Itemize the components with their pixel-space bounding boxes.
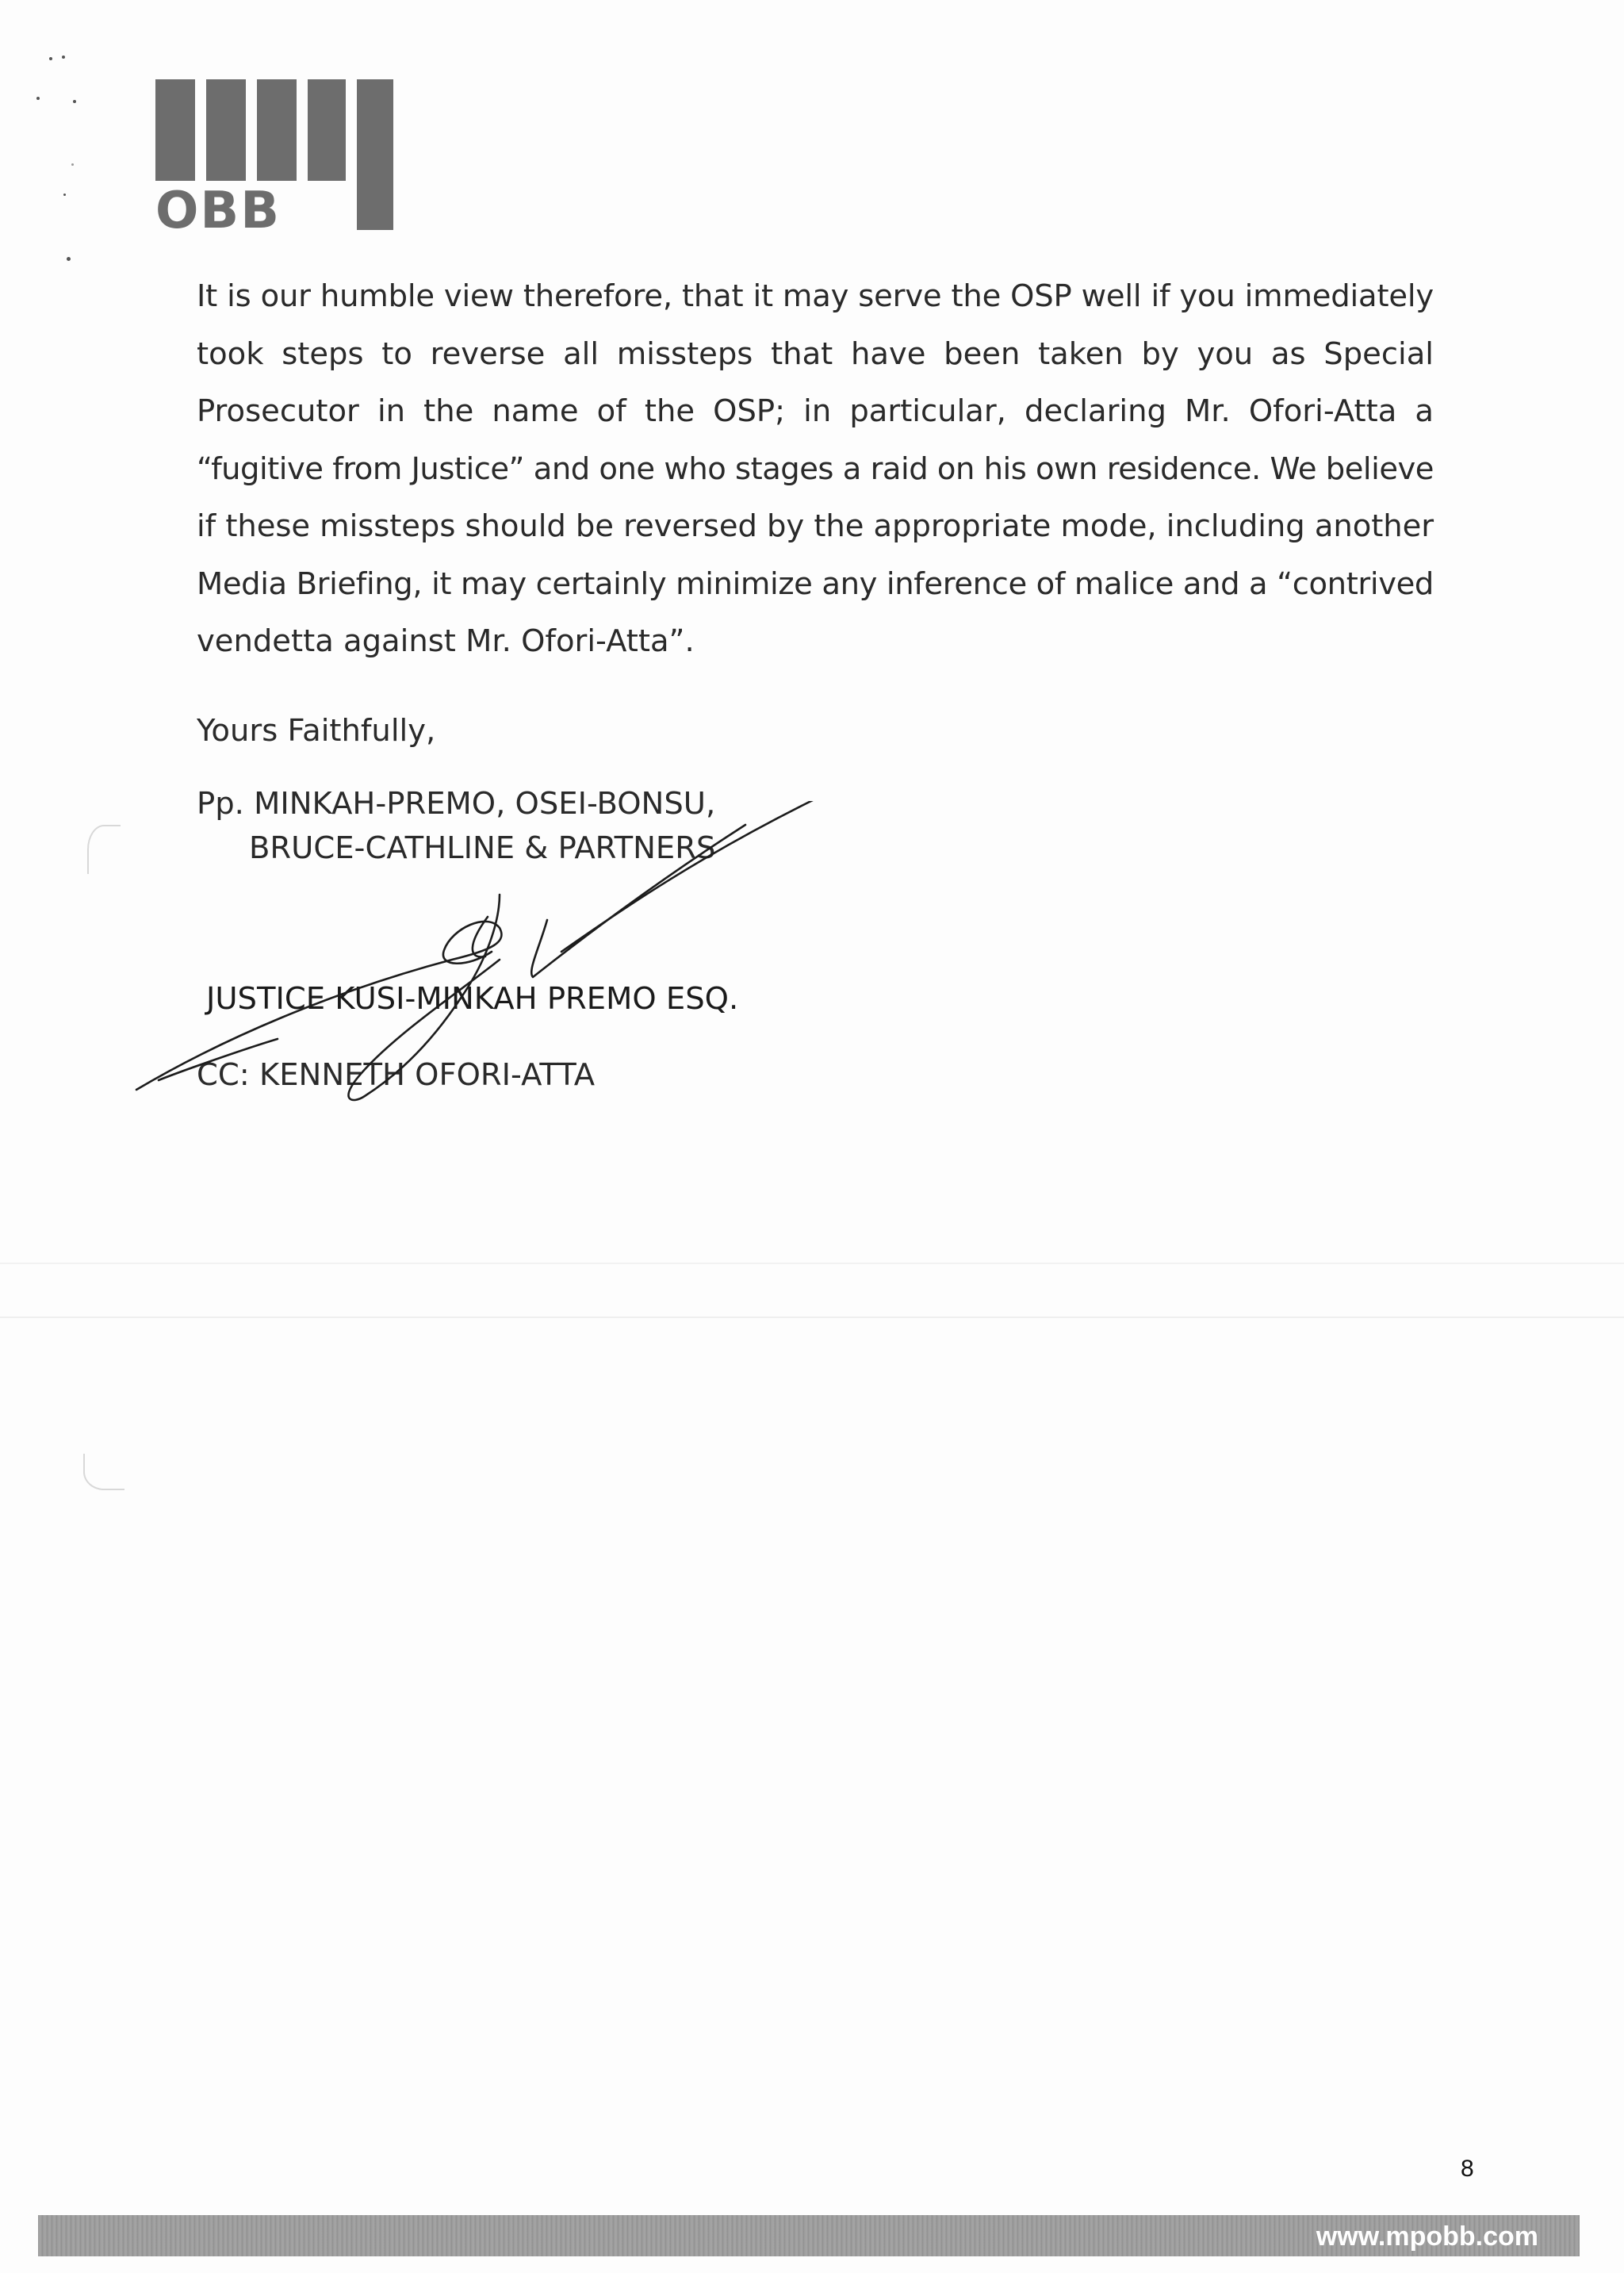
scan-line — [0, 1263, 1624, 1264]
scan-speck — [67, 257, 71, 261]
cc-line: CC: KENNETH OFORI-ATTA — [197, 1057, 596, 1093]
scan-speck — [49, 57, 52, 60]
body-text-line: took steps to reverse all missteps that have been taken by you as Special — [197, 335, 1434, 372]
logo-bar — [308, 79, 346, 181]
firm-name-line-2: BRUCE-CATHLINE & PARTNERS — [249, 830, 716, 866]
scan-speck — [73, 100, 76, 103]
logo-bar — [155, 79, 195, 181]
body-text-line: if these missteps should be reversed by the appropriate mode, including another — [197, 508, 1434, 544]
logo-wordmark: OBB — [155, 182, 281, 240]
logo-bar — [257, 79, 297, 181]
logo-bar — [357, 79, 393, 230]
scan-line — [0, 1317, 1624, 1318]
scan-speck — [71, 163, 74, 166]
scan-mark — [83, 1454, 124, 1490]
page-number: 8 — [1461, 2156, 1474, 2182]
scan-speck — [63, 194, 66, 196]
firm-name-line-1: Pp. MINKAH-PREMO, OSEI-BONSU, — [197, 786, 716, 822]
body-text-line: Prosecutor in the name of the OSP; in particular, declaring Mr. Ofori-Atta a — [197, 393, 1434, 429]
signatory-name: JUSTICE KUSI-MINKAH PREMO ESQ. — [206, 981, 739, 1017]
scan-speck — [36, 97, 40, 100]
body-text-line: Media Briefing, it may certainly minimize any inference of malice and a “contrived — [197, 565, 1434, 602]
body-text-line: “fugitive from Justice” and one who stages a raid on his own residence. We believe — [197, 450, 1434, 487]
firm-logo — [155, 79, 393, 238]
scan-speck — [62, 56, 65, 59]
body-text-line: It is our humble view therefore, that it may serve the OSP well if you immediately — [197, 278, 1434, 314]
scan-mark — [87, 825, 121, 874]
firm-name — [197, 782, 715, 871]
footer-website-link[interactable]: www.mpobb.com — [1316, 2221, 1538, 2252]
body-text-line: vendetta against Mr. Ofori-Atta”. — [197, 623, 695, 659]
letter-body-paragraph — [197, 268, 1434, 671]
letter-closing: Yours Faithfully, — [197, 713, 436, 749]
logo-bar — [206, 79, 246, 181]
